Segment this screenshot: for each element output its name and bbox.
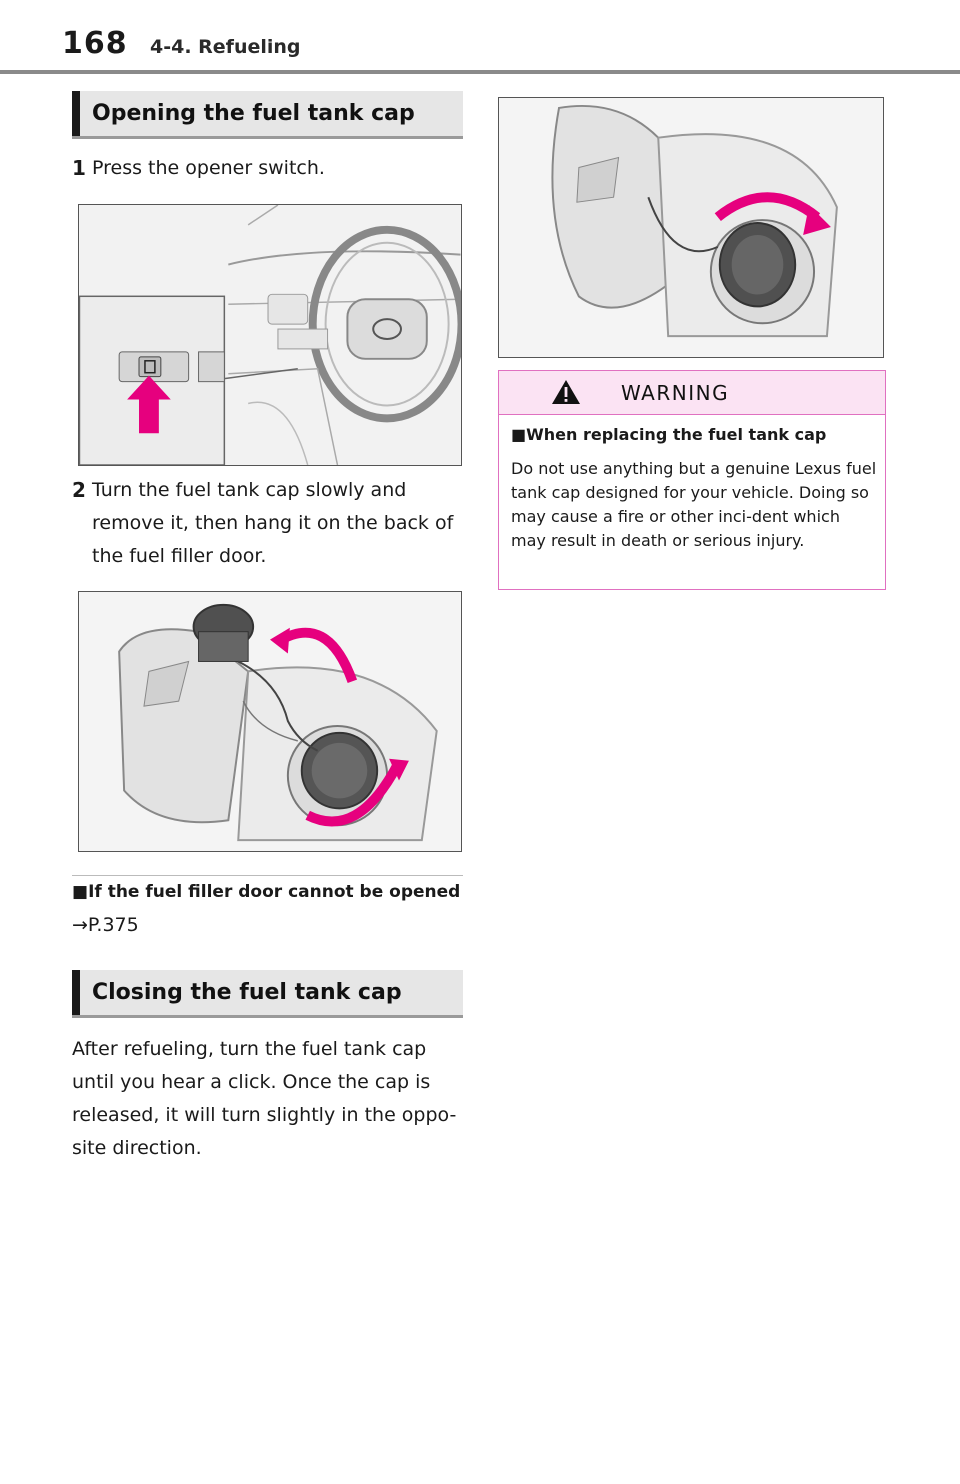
page-reference-link[interactable] [72,914,139,936]
section-heading-bar [72,970,80,1015]
fuel-cap-close-illustration [499,98,883,357]
note-heading [72,882,460,902]
note-divider [72,875,463,876]
section-heading-text: Opening the fuel tank cap [92,101,415,126]
warning-subtitle [511,425,826,444]
note-heading-text: If the fuel filler door cannot be opened [88,882,461,902]
warning-header [499,371,885,415]
square-bullet-icon: ■ [72,882,89,902]
figure-close-cap [498,97,884,358]
step-number: 2 [72,478,86,502]
section-heading-opening [72,91,463,139]
fuel-cap-removal-illustration [79,592,461,851]
header-divider [0,70,960,74]
figure-opener-switch [78,204,462,466]
warning-title: WARNING [621,381,730,405]
step-2 [72,474,467,573]
dashboard-illustration [79,205,461,465]
warning-text: Do not use anything but a genuine Lexus fuel tank cap designed for your vehicle. Doing so may cause a fire or other inci-dent which may result in death or serious injury. [511,459,877,550]
section-heading-closing [72,970,463,1018]
chapter-title: 4-4. Refueling [150,36,301,58]
warning-subtitle-text: When replacing the fuel tank cap [526,425,827,444]
arrow-right-icon: → [72,914,88,936]
step-1 [72,152,467,185]
step-text: Press the opener switch. [92,157,325,179]
page-header [0,0,960,75]
page-reference-text: P.375 [87,914,139,936]
step-number: 1 [72,156,86,180]
warning-triangle-icon [551,379,581,405]
square-bullet-icon: ■ [511,425,527,444]
section-heading-bar [72,91,80,136]
step-text: Turn the fuel tank cap slowly and remove it, then hang it on the back of the fuel filler door. [92,479,454,567]
page-number: 168 [62,26,128,61]
warning-box [498,370,886,590]
closing-paragraph: After refueling, turn the fuel tank cap until you hear a click. Once the cap is released, it will turn slightly in the oppo-site direction. [72,1038,457,1159]
figure-remove-cap [78,591,462,852]
section-heading-text: Closing the fuel tank cap [92,980,402,1005]
